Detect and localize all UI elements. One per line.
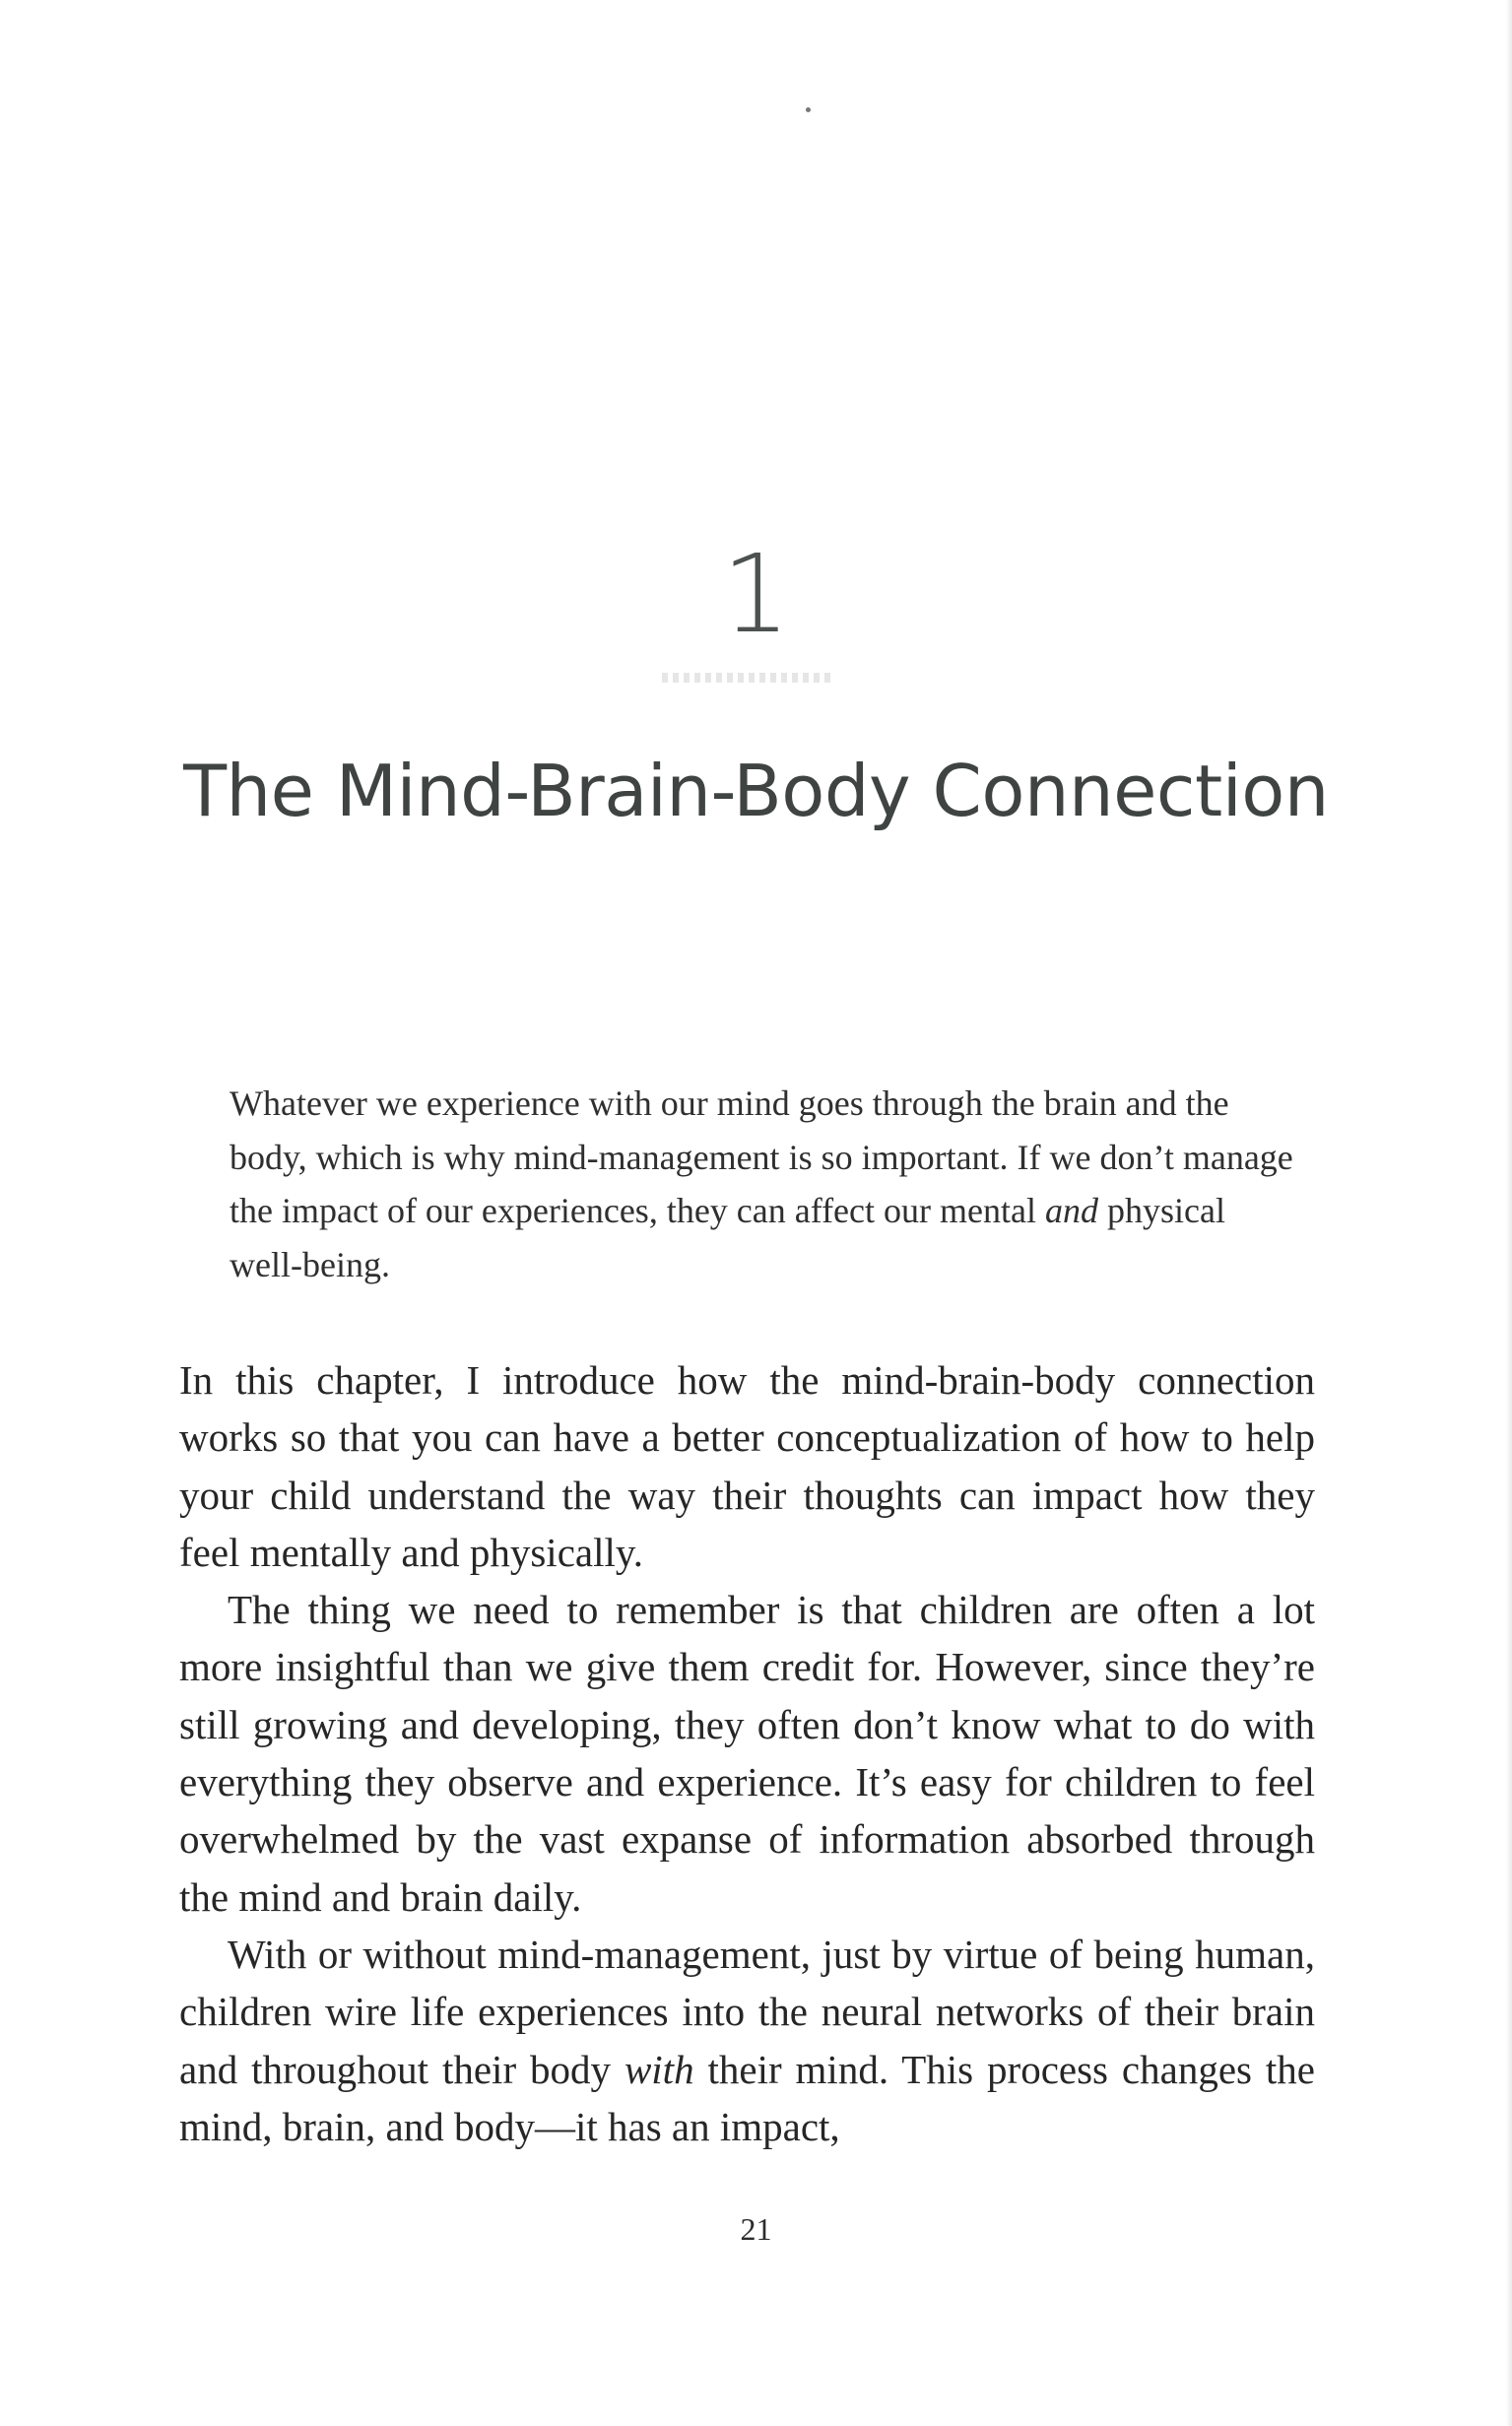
body-paragraph	[179, 1926, 1315, 2155]
body-text-part: With or without mind-management, just by virtue of being human, children wire life experiences into the neural networks of their brain and throughout their body	[179, 1931, 1315, 2092]
page-edge	[1506, 0, 1512, 2426]
epigraph-text	[230, 1077, 1293, 1291]
print-speck	[806, 107, 811, 112]
page-number: 21	[740, 2211, 772, 2247]
epigraph-emphasis: and	[1044, 1191, 1098, 1230]
chapter-number: 1	[721, 531, 791, 657]
body-text	[179, 1351, 1315, 2155]
epigraph-text-part: physical well-being.	[230, 1191, 1225, 1284]
body-emphasis: with	[624, 2046, 694, 2092]
body-paragraph: In this chapter, I introduce how the mind-brain-body connection works so that you can have a better conceptualization of how to help your child understand the way their thoughts can impact how they feel mentally and physically.	[179, 1357, 1315, 1575]
chapter-epigraph	[230, 1077, 1293, 1291]
chapter-title: The Mind-Brain-Body Connection	[183, 750, 1329, 832]
chapter-ornament	[662, 673, 835, 683]
body-paragraph: The thing we need to remember is that children are often a lot more insightful than we give them credit for. However, since they’re still growing and developing, they often don’t know what to do with everything they observe and experience. It’s easy for children to feel overwhelmed by the vast expanse of information absorbed through the mind and brain daily.	[179, 1587, 1315, 1920]
body-text-part: their mind. This process changes the mind, brain, and body—it has an impact,	[179, 2046, 1315, 2149]
epigraph-text-part: Whatever we experience with our mind goes through the brain and the body, which is why mind-management is so important. If we don’t manage the impact of our experiences, they can affect our mental	[230, 1083, 1293, 1230]
